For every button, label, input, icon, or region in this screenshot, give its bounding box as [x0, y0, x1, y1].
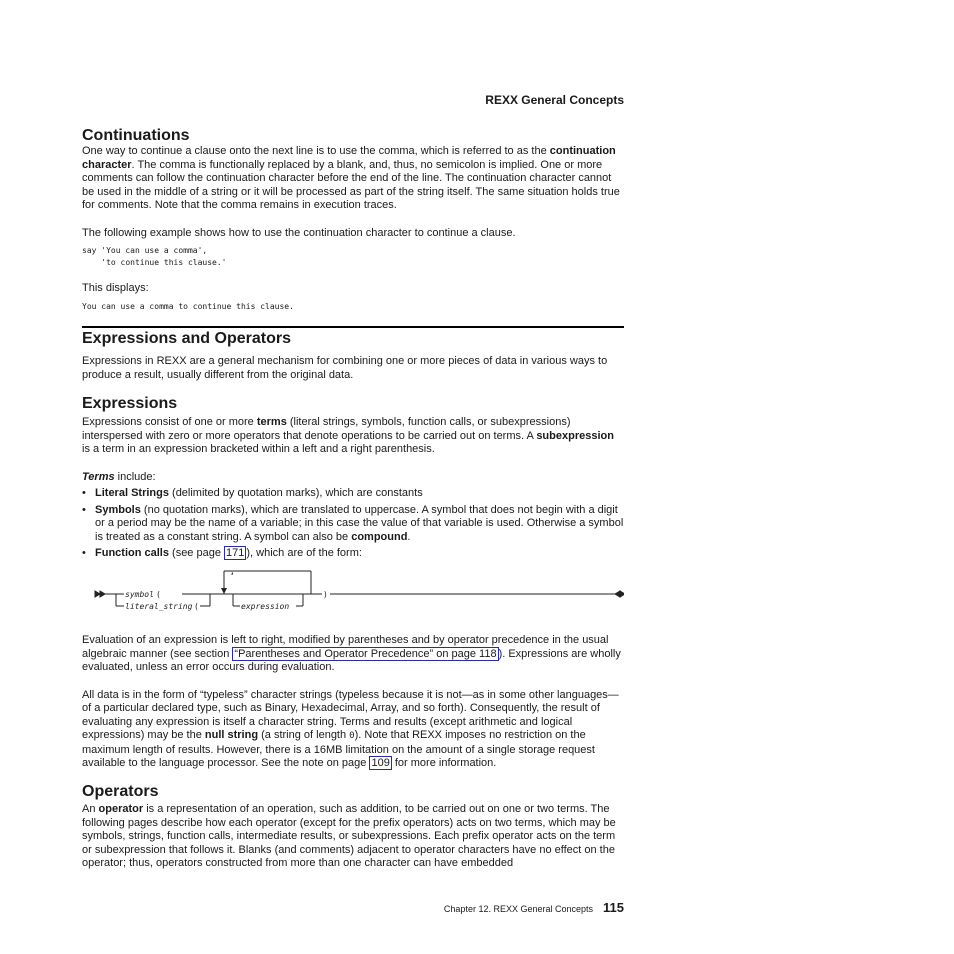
list-item: • Function calls (see page 171 ), which are of the form:	[82, 547, 362, 559]
page-link-171[interactable]: 171	[226, 547, 245, 559]
code-example: say 'You can use a comma', 'to continue this clause.'	[82, 246, 227, 267]
heading-expressions-and-operators: Expressions and Operators	[82, 330, 291, 347]
section-operators	[82, 783, 624, 871]
terms-list	[82, 487, 624, 561]
diagram-literal-string: literal_string	[125, 602, 193, 611]
evaluation-paragraph: Evaluation of an expression is left to right, modified by parentheses and by operator precedence in the usual algebraic manner (see section “Parentheses and Operator Precedence” on page 118 ). Expressions are wholly evaluated, unless an error occurs during evaluation.	[82, 634, 621, 673]
terms-intro: Terms include:	[82, 470, 156, 483]
page-footer	[444, 900, 624, 915]
running-header: REXX General Concepts	[485, 93, 624, 107]
function-call-syntax-diagram	[82, 566, 624, 616]
list-item: • Literal Strings (delimited by quotation marks), which are constants	[82, 487, 423, 499]
continuations-paragraph-2: The following example shows how to use the continuation character to continue a clause.	[82, 226, 516, 239]
page-link-109[interactable]: 109	[371, 757, 390, 769]
code-output: You can use a comma to continue this clause.	[82, 301, 294, 311]
heading-expressions: Expressions	[82, 395, 178, 412]
diagram-expression: expression	[241, 602, 290, 611]
typeless-paragraph: All data is in the form of “typeless” character strings (typeless because it is not—as in some other languages—of a particular declared type, such as Binary, Hexadecimal, Array, and so forth). Consequently, the result of evaluating any expression is itself a character string. Terms and results (except arithmetic and logical expressions) may be the null string (a string of length 0). Note that REXX imposes no restriction on the maximum length of results. However, there is a 16MB limitation on the amount of a single storage request available to the language processor. See the note on page 109 for more information.	[82, 688, 619, 769]
section-expressions-and-operators	[82, 330, 624, 382]
link-operator-precedence[interactable]: “Parentheses and Operator Precedence” on page 118	[234, 647, 497, 660]
section-evaluation	[82, 634, 624, 771]
diagram-paren-open-2: (	[194, 602, 199, 611]
page-number: 115	[603, 900, 624, 915]
section-rule	[82, 326, 624, 328]
operators-paragraph: An operator is a representation of an operation, such as addition, to be carried out on one or two terms. The following pages describe how each operator (except for the prefix operators) acts on two terms, which may be symbols, strings, function calls, intermediate results, or subexpressions. Each prefix operator acts on the term or subexpression that follows it. Blanks (and comments) adjacent to operator characters have no effect on the operator; thus, operators constructed from more than one character can have embedded	[82, 803, 616, 869]
section-expressions	[82, 395, 624, 561]
diagram-paren-open-1: (	[156, 590, 161, 599]
diagram-paren-close: )	[323, 590, 328, 599]
expressions-and-operators-paragraph: Expressions in REXX are a general mechanism for combining one or more pieces of data in various ways to produce a result, usually different from the original data.	[82, 355, 608, 381]
arrow-down-icon	[221, 588, 227, 594]
diagram-symbol: symbol	[125, 590, 154, 599]
list-item: • Symbols (no quotation marks), which are translated to uppercase. A symbol that does not begin with a digit or a period may be the name of a variable; in this case the value of that variable is used. Otherwise a symbol is treated as a constant string. A symbol can also be compound.	[82, 503, 624, 543]
continuations-paragraph-3: This displays:	[82, 282, 149, 294]
diagram-comma: ,	[230, 567, 235, 576]
expressions-paragraph-1: Expressions consist of one or more terms (literal strings, symbols, function calls, or subexpressions) interspersed with zero or more operators that denote operations to be carried out on terms. A subexpression is a term in an expression bracketed within a left and a right parenthesis.	[82, 416, 614, 455]
heading-operators: Operators	[82, 783, 159, 800]
heading-continuations: Continuations	[82, 127, 190, 144]
footer-chapter: Chapter 12. REXX General Concepts	[443, 904, 594, 914]
section-continuations	[82, 127, 624, 313]
continuations-paragraph-1: One way to continue a clause onto the next line is to use the comma, which is referred to as the continuation character. The comma is functionally replaced by a blank, and, thus, no semicolon is implied. One or more comments can follow the continuation character before the end of the line. The continuation character cannot be used in the middle of a string or it will be processed as part of the string itself. The same situation holds true for comments. Note that the comma remains in execution traces.	[82, 145, 620, 211]
